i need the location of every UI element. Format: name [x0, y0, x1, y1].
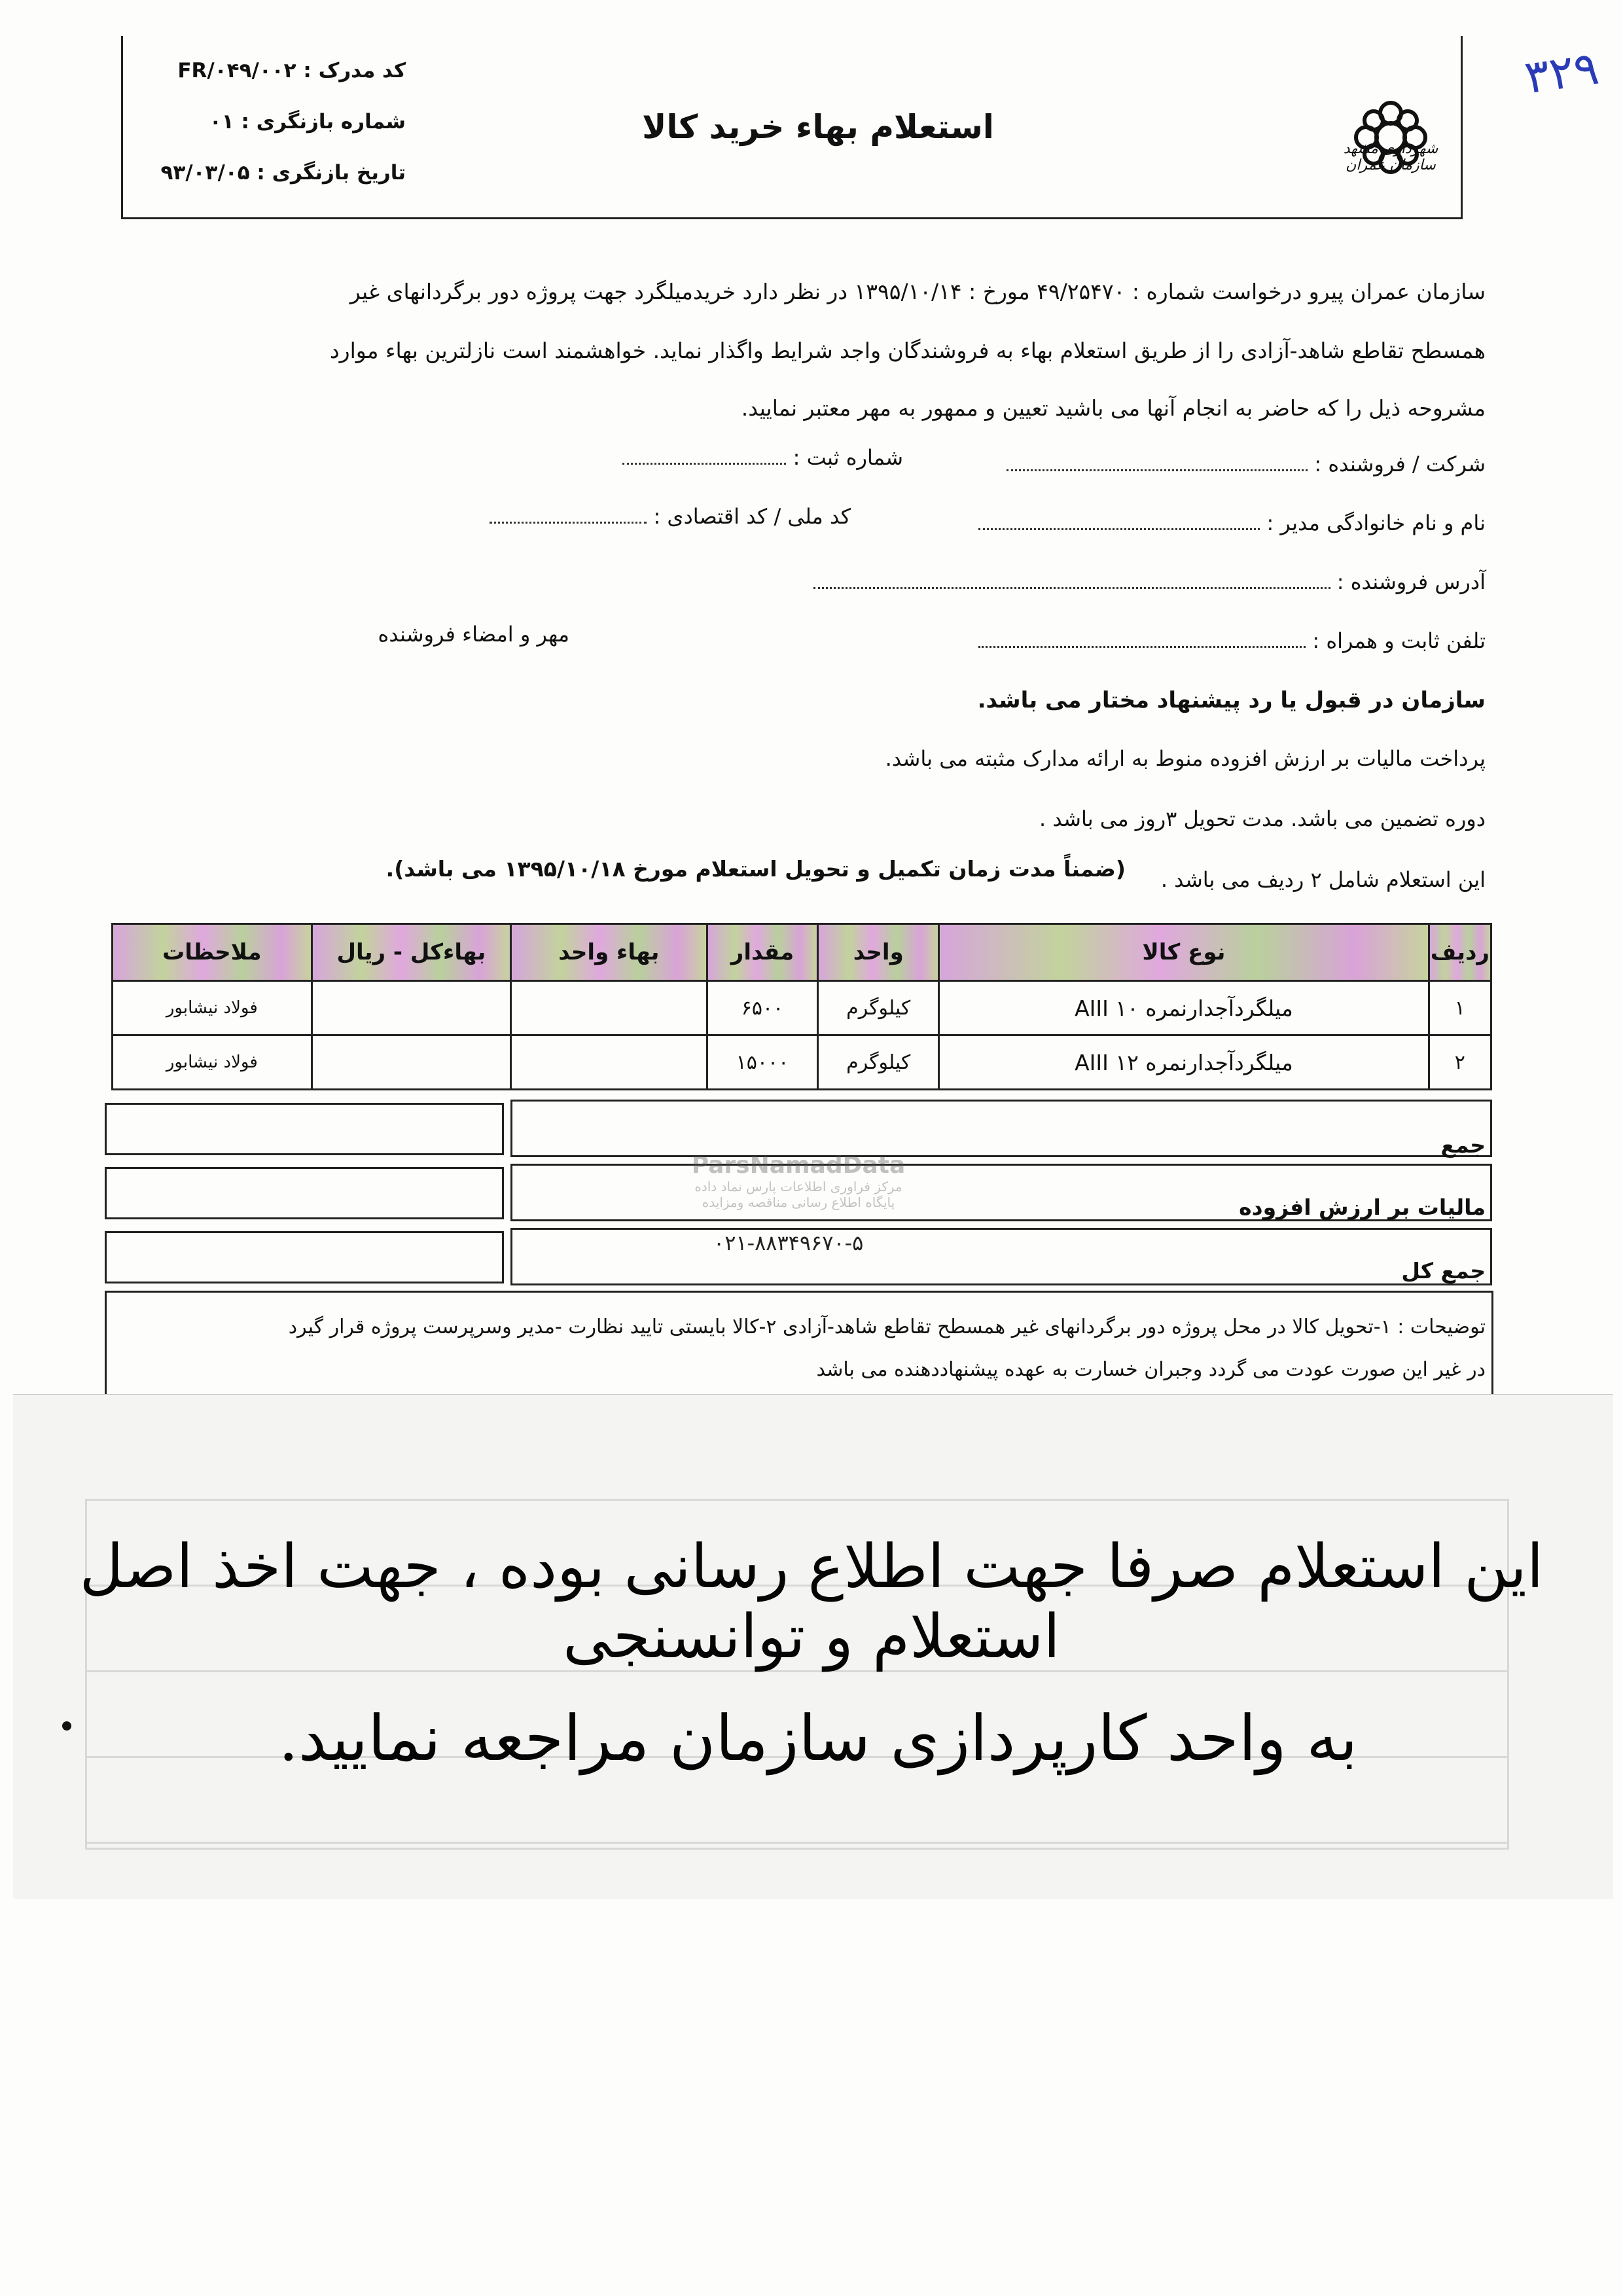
vat-value-box [105, 1167, 504, 1219]
sum-row [510, 1100, 1492, 1157]
handwritten-line-1: این استعلام صرفا جهت اطلاع رسانی بوده ، جهت اخذ اصل استعلام و توانسنجی [79, 1532, 1544, 1672]
handwritten-line-2: به واحد کارپردازی سازمان مراجعه نمایید. [278, 1702, 1358, 1775]
item-notes: فولاد نیشابور [113, 981, 312, 1035]
watermark-line-1: مرکز فراوری اطلاعات پارس نماد داده [694, 1179, 902, 1194]
watermark-line-2: پایگاه اطلاع رسانی مناقصه ومزایده [702, 1194, 895, 1210]
grand-total-row [510, 1228, 1492, 1285]
col-total-price: بهاءکل - ریال [312, 924, 511, 981]
col-row-no: ردیف [1429, 924, 1491, 981]
col-unit-price: بهاء واحد [511, 924, 707, 981]
item-unit: کیلوگرم [818, 981, 939, 1035]
company-field: شرکت / فروشنده : [1007, 452, 1486, 476]
grand-total-label: جمع کل [1401, 1258, 1486, 1283]
registration-number-field: شماره ثبت : [622, 445, 903, 470]
item-quantity: ۱۵۰۰۰ [707, 1035, 818, 1090]
organization-rights: سازمان در قبول یا رد پیشنهاد مختار می باشد. [977, 687, 1486, 713]
watermark-name: ParsNamadData [691, 1152, 906, 1179]
remarks-box [105, 1291, 1493, 1402]
watermark [661, 1021, 936, 1210]
col-item-type: نوع کالا [939, 924, 1429, 981]
col-unit: واحد [818, 924, 939, 981]
margin-note: ۳۲۹ [1521, 41, 1602, 105]
vat-note: پرداخت مالیات بر ارزش افزوده منوط به ارائه مدارک مثبته می باشد. [885, 746, 1486, 771]
revision-date: تاریخ بازنگری : ۹۳/۰۳/۰۵ [160, 161, 406, 185]
item-unit: کیلوگرم [818, 1035, 939, 1090]
item-total [312, 981, 511, 1035]
sum-label: جمع [1440, 1132, 1486, 1158]
remarks-line-2: در غیر این صورت عودت می گردد وجبران خسارت به عهده پیشنهاددهنده می باشد [816, 1358, 1486, 1381]
ink-dot [62, 1721, 71, 1731]
seal-signature-label: مهر و امضاء فروشنده [378, 622, 569, 647]
row-number: ۲ [1429, 1035, 1491, 1090]
watermark-phone: ۰۲۱-۸۸۳۴۹۶۷۰-۵ [713, 1230, 864, 1255]
item-name: میلگردآجدارنمره ۱۲ AIII [939, 1035, 1429, 1090]
manager-name-field: نام و نام خانوادگی مدیر : [978, 511, 1486, 535]
table-header-row [113, 924, 1491, 981]
sum-value-box [105, 1103, 504, 1155]
item-name: میلگردآجدارنمره ۱۰ AIII [939, 981, 1429, 1035]
row-number: ۱ [1429, 981, 1491, 1035]
vat-label: مالیات بر ارزش افزوده [1239, 1194, 1486, 1220]
municipality-logo-icon [1348, 79, 1433, 196]
page-title: استعلام بهاء خرید کالا [642, 108, 994, 146]
remarks-line-1: توضیحات : ۱-تحویل کالا در محل پروژه دور برگردانهای غیر همسطح تقاطع شاهد-آزادی ۲-کالا بایستی تایید نظارت -مدیر وسرپرست پروژه قرار گیرد [288, 1316, 1486, 1338]
item-total [312, 1035, 511, 1090]
logo-caption: شهرداری مشهد سازمان عمران [1343, 141, 1438, 173]
intro-line-1: سازمان عمران پیرو درخواست شماره : ۴۹/۲۵۴۷۰ مورخ : ۱۳۹۵/۱۰/۱۴ در نظر دارد خریدمیلگرد جهت پروژه دور برگردانهای غیر [349, 279, 1486, 304]
deadline-note: (ضمناً مدت زمان تکمیل و تحویل استعلام مورخ ۱۳۹۵/۱۰/۱۸ می باشد). [385, 856, 1126, 882]
revision-number: شماره بازنگری : ۰۱ [209, 110, 406, 134]
national-id-field: کد ملی / کد اقتصادی : [490, 504, 851, 529]
item-notes: فولاد نیشابور [113, 1035, 312, 1090]
address-field: آدرس فروشنده : [813, 569, 1486, 594]
phone-field: تلفن ثابت و همراه : [978, 628, 1486, 653]
grand-total-value-box [105, 1231, 504, 1283]
doc-code: کد مدرک : FR/۰۴۹/۰۰۲ [177, 59, 406, 82]
intro-line-3: مشروحه ذیل را که حاضر به انجام آنها می باشید تعیین و ممهور به مهر معتبر نمایید. [741, 395, 1486, 421]
row-count: این استعلام شامل ۲ ردیف می باشد . [1160, 867, 1486, 892]
warranty-delivery: دوره تضمین می باشد. مدت تحویل ۳روز می باشد . [1039, 806, 1486, 831]
intro-line-2: همسطح تقاطع شاهد-آزادی را از طریق استعلام بهاء به فروشندگان واجد شرایط واگذار نماید. خواهشمند است نازلترین بهاء موارد [329, 338, 1486, 363]
item-quantity: ۶۵۰۰ [707, 981, 818, 1035]
col-quantity: مقدار [707, 924, 818, 981]
col-notes: ملاحظات [113, 924, 312, 981]
